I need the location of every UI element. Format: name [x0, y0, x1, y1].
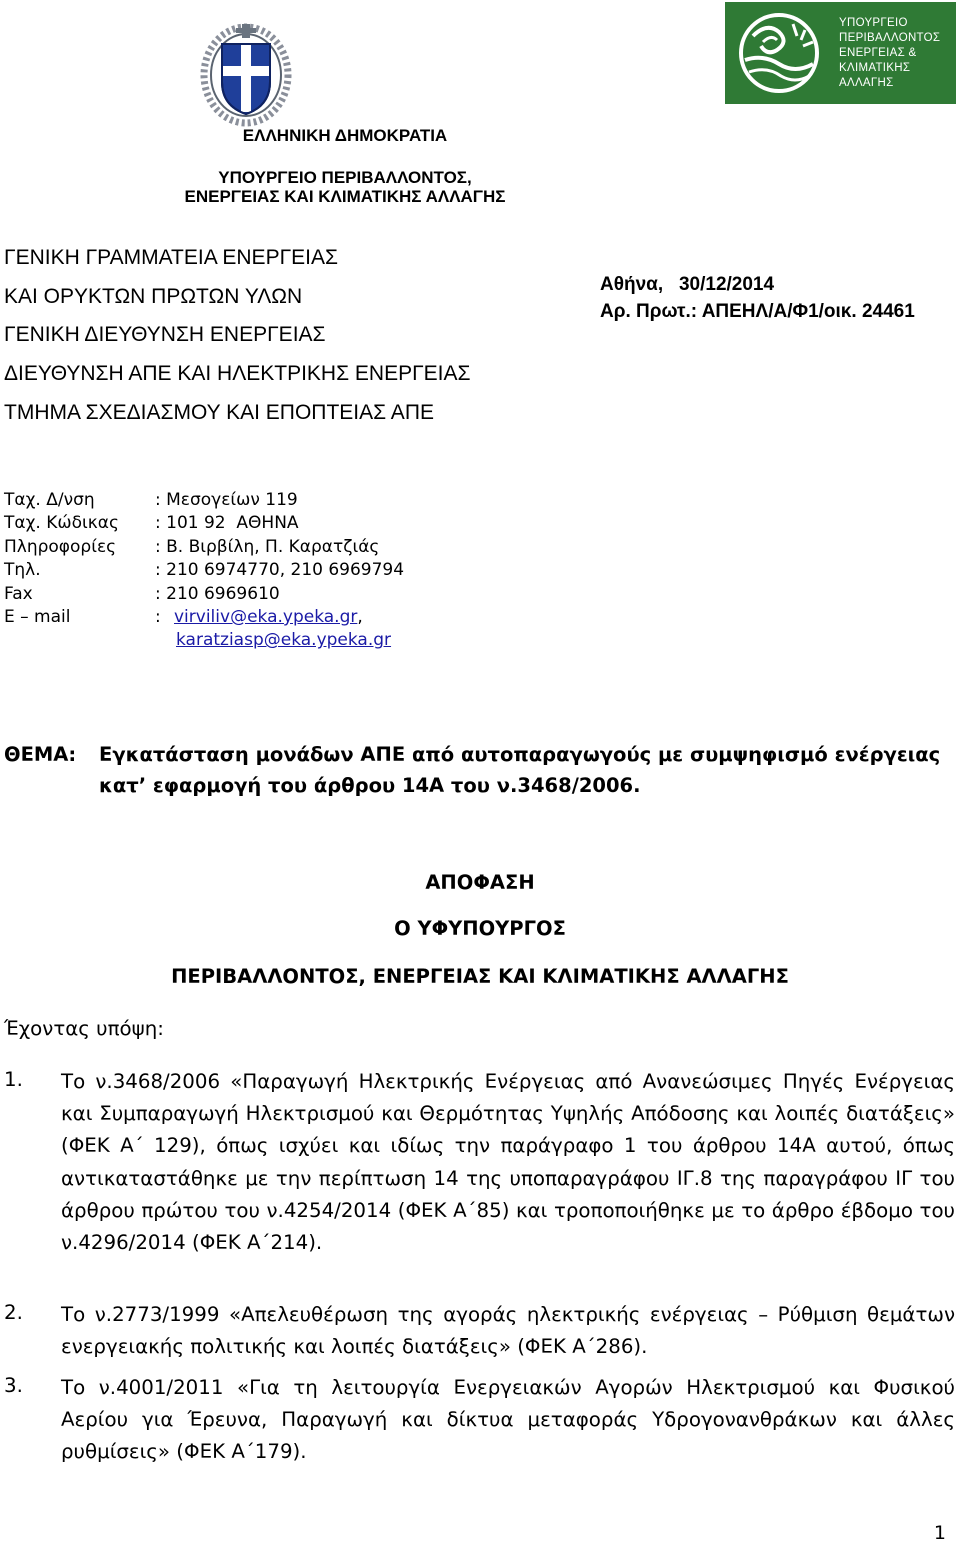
decision-role: Ο ΥΦΥΠΟΥΡΓΟΣ — [394, 917, 566, 940]
subject-line-2: κατ’ εφαρμογή του άρθρου 14Α του ν.3468/2006. — [99, 774, 641, 797]
department-line: ΚΑΙ ΟΡΥΚΤΩΝ ΠΡΩΤΩΝ ΥΛΩΝ — [4, 285, 303, 308]
ministry-leaf-sun-icon — [733, 10, 825, 96]
email-colon: : — [155, 607, 161, 627]
item-number: 1. — [4, 1068, 23, 1091]
item-number: 3. — [4, 1374, 23, 1397]
ministry-line-2: ΕΝΕΡΓΕΙΑΣ ΚΑΙ ΚΛΙΜΑΤΙΚΗΣ ΑΛΛΑΓΗΣ — [184, 187, 506, 206]
tel-label: Τηλ. — [4, 560, 41, 581]
item-text: Το ν.2773/1999 «Απελευθέρωση της αγοράς ηλεκτρικής ενέργειας – Ρύθμιση θεμάτων ενεργειακής πολιτικής και λοιπές διατάξεις» (ΦΕΚ Α΄286). — [61, 1303, 955, 1359]
ministry-line-1: ΥΠΟΥΡΓΕΙΟ ΠΕΡΙΒΑΛΛΟΝΤΟΣ, — [218, 168, 472, 187]
item-number: 2. — [4, 1301, 23, 1324]
department-line: ΤΜΗΜΑ ΣΧΕΔΙΑΣΜΟΥ ΚΑΙ ΕΠΟΠΤΕΙΑΣ ΑΠΕ — [4, 401, 434, 424]
coat-of-arms-icon — [196, 20, 296, 128]
department-line: ΔΙΕΥΘΥΝΣΗ ΑΠΕ ΚΑΙ ΗΛΕΚΤΡΙΚΗΣ ΕΝΕΡΓΕΙΑΣ — [4, 362, 471, 385]
page-number: 1 — [933, 1522, 946, 1544]
info-label: Πληροφορίες — [4, 536, 117, 557]
email-label: E – mail — [4, 607, 71, 627]
logo-text-line: ΥΠΟΥΡΓΕΙΟ — [839, 17, 908, 29]
protocol-number: Αρ. Πρωτ.: ΑΠΕΗΛ/Α/Φ1/οικ. 24461 — [600, 301, 915, 322]
decision-ministry: ΠΕΡΙΒΑΛΛΟΝΤΟΣ, ΕΝΕΡΓΕΙΑΣ ΚΑΙ ΚΛΙΜΑΤΙΚΗΣ ΑΛΛΑΓΗΣ — [171, 965, 789, 988]
department-line: ΓΕΝΙΚΗ ΔΙΕΥΘΥΝΣΗ ΕΝΕΡΓΕΙΑΣ — [4, 323, 326, 346]
email-separator: , — [357, 607, 363, 627]
department-line: ΓΕΝΙΚΗ ΓΡΑΜΜΑΤΕΙΑ ΕΝΕΡΓΕΙΑΣ — [4, 246, 338, 269]
postcode-value: : 101 92 ΑΘΗΝΑ — [155, 513, 299, 534]
postcode-label: Ταχ. Κώδικας — [4, 513, 119, 534]
republic-title: ΕΛΛΗΝΙΚΗ ΔΗΜΟΚΡΑΤΙΑ — [242, 126, 448, 145]
logo-text — [839, 16, 940, 91]
address-label: Ταχ. Δ/νση — [4, 490, 95, 510]
greek-coat-of-arms-emblem — [196, 20, 296, 128]
logo-text-line: ΚΛΙΜΑΤΙΚΗΣ — [839, 62, 911, 74]
contact-block — [0, 489, 600, 659]
item-text: Το ν.3468/2006 «Παραγωγή Ηλεκτρικής Ενέργειας από Ανανεώσιμες Πηγές Ενέργειας και Συμπαραγωγή Ηλεκτρισμού και Θερμότητας Υψηλής Απόδοσης και λοιπές διατάξεις» (ΦΕΚ Α΄ 129), όπως ισχύει και ιδίως την παράγραφο 1 του άρθρου 14Α αυτού, όπως αντικαταστάθηκε με την περίπτωση 14 της υποπαραγράφου ΙΓ.8 της παραγράφου ΙΓ του άρθρου πρώτου του ν.4254/2014 (ΦΕΚ Α΄85) και τροποποιήθηκε με το άρθρο έβδομο του ν.4296/2014 (ΦΕΚ Α΄214). — [61, 1070, 955, 1255]
ministry-logo — [725, 2, 956, 104]
document-date: Αθήνα, 30/12/2014 — [600, 274, 775, 295]
email-2-row — [176, 629, 391, 652]
tel-value: : 210 6974770, 210 6969794 — [155, 560, 405, 581]
address-value: : Μεσογείων 119 — [155, 490, 298, 510]
fax-value: : 210 6969610 — [155, 583, 280, 604]
subject-line-1: Εγκατάσταση μονάδων ΑΠΕ από αυτοπαραγωγούς με συμψηφισμό ενέργειας — [99, 743, 941, 766]
subject-label: ΘΕΜΑ: — [4, 743, 77, 766]
decision-title: ΑΠΟΦΑΣΗ — [425, 871, 535, 894]
fax-label: Fax — [4, 583, 33, 604]
info-value: : Β. Βιρβίλη, Π. Καρατζιάς — [155, 536, 380, 557]
email-link-1[interactable]: virviliv@eka.ypeka.gr — [174, 607, 358, 627]
logo-text-line: ΑΛΛΑΓΗΣ — [839, 77, 894, 89]
logo-text-line: ΠΕΡΙΒΑΛΛΟΝΤΟΣ — [839, 32, 941, 44]
logo-text-line: ΕΝΕΡΓΕΙΑΣ & — [839, 47, 917, 59]
considering-heading: Έχοντας υπόψη: — [4, 1017, 164, 1040]
item-text: Το ν.4001/2011 «Για τη λειτουργία Ενεργειακών Αγορών Ηλεκτρισμού και Φυσικού Αερίου για Έρευνα, Παραγωγή και δίκτυα μεταφοράς Υδρογονανθράκων και άλλες ρυθμίσεις» (ΦΕΚ Α΄179). — [61, 1376, 955, 1464]
email-1-row — [174, 606, 363, 629]
email-link-2[interactable]: karatziasp@eka.ypeka.gr — [176, 630, 392, 651]
